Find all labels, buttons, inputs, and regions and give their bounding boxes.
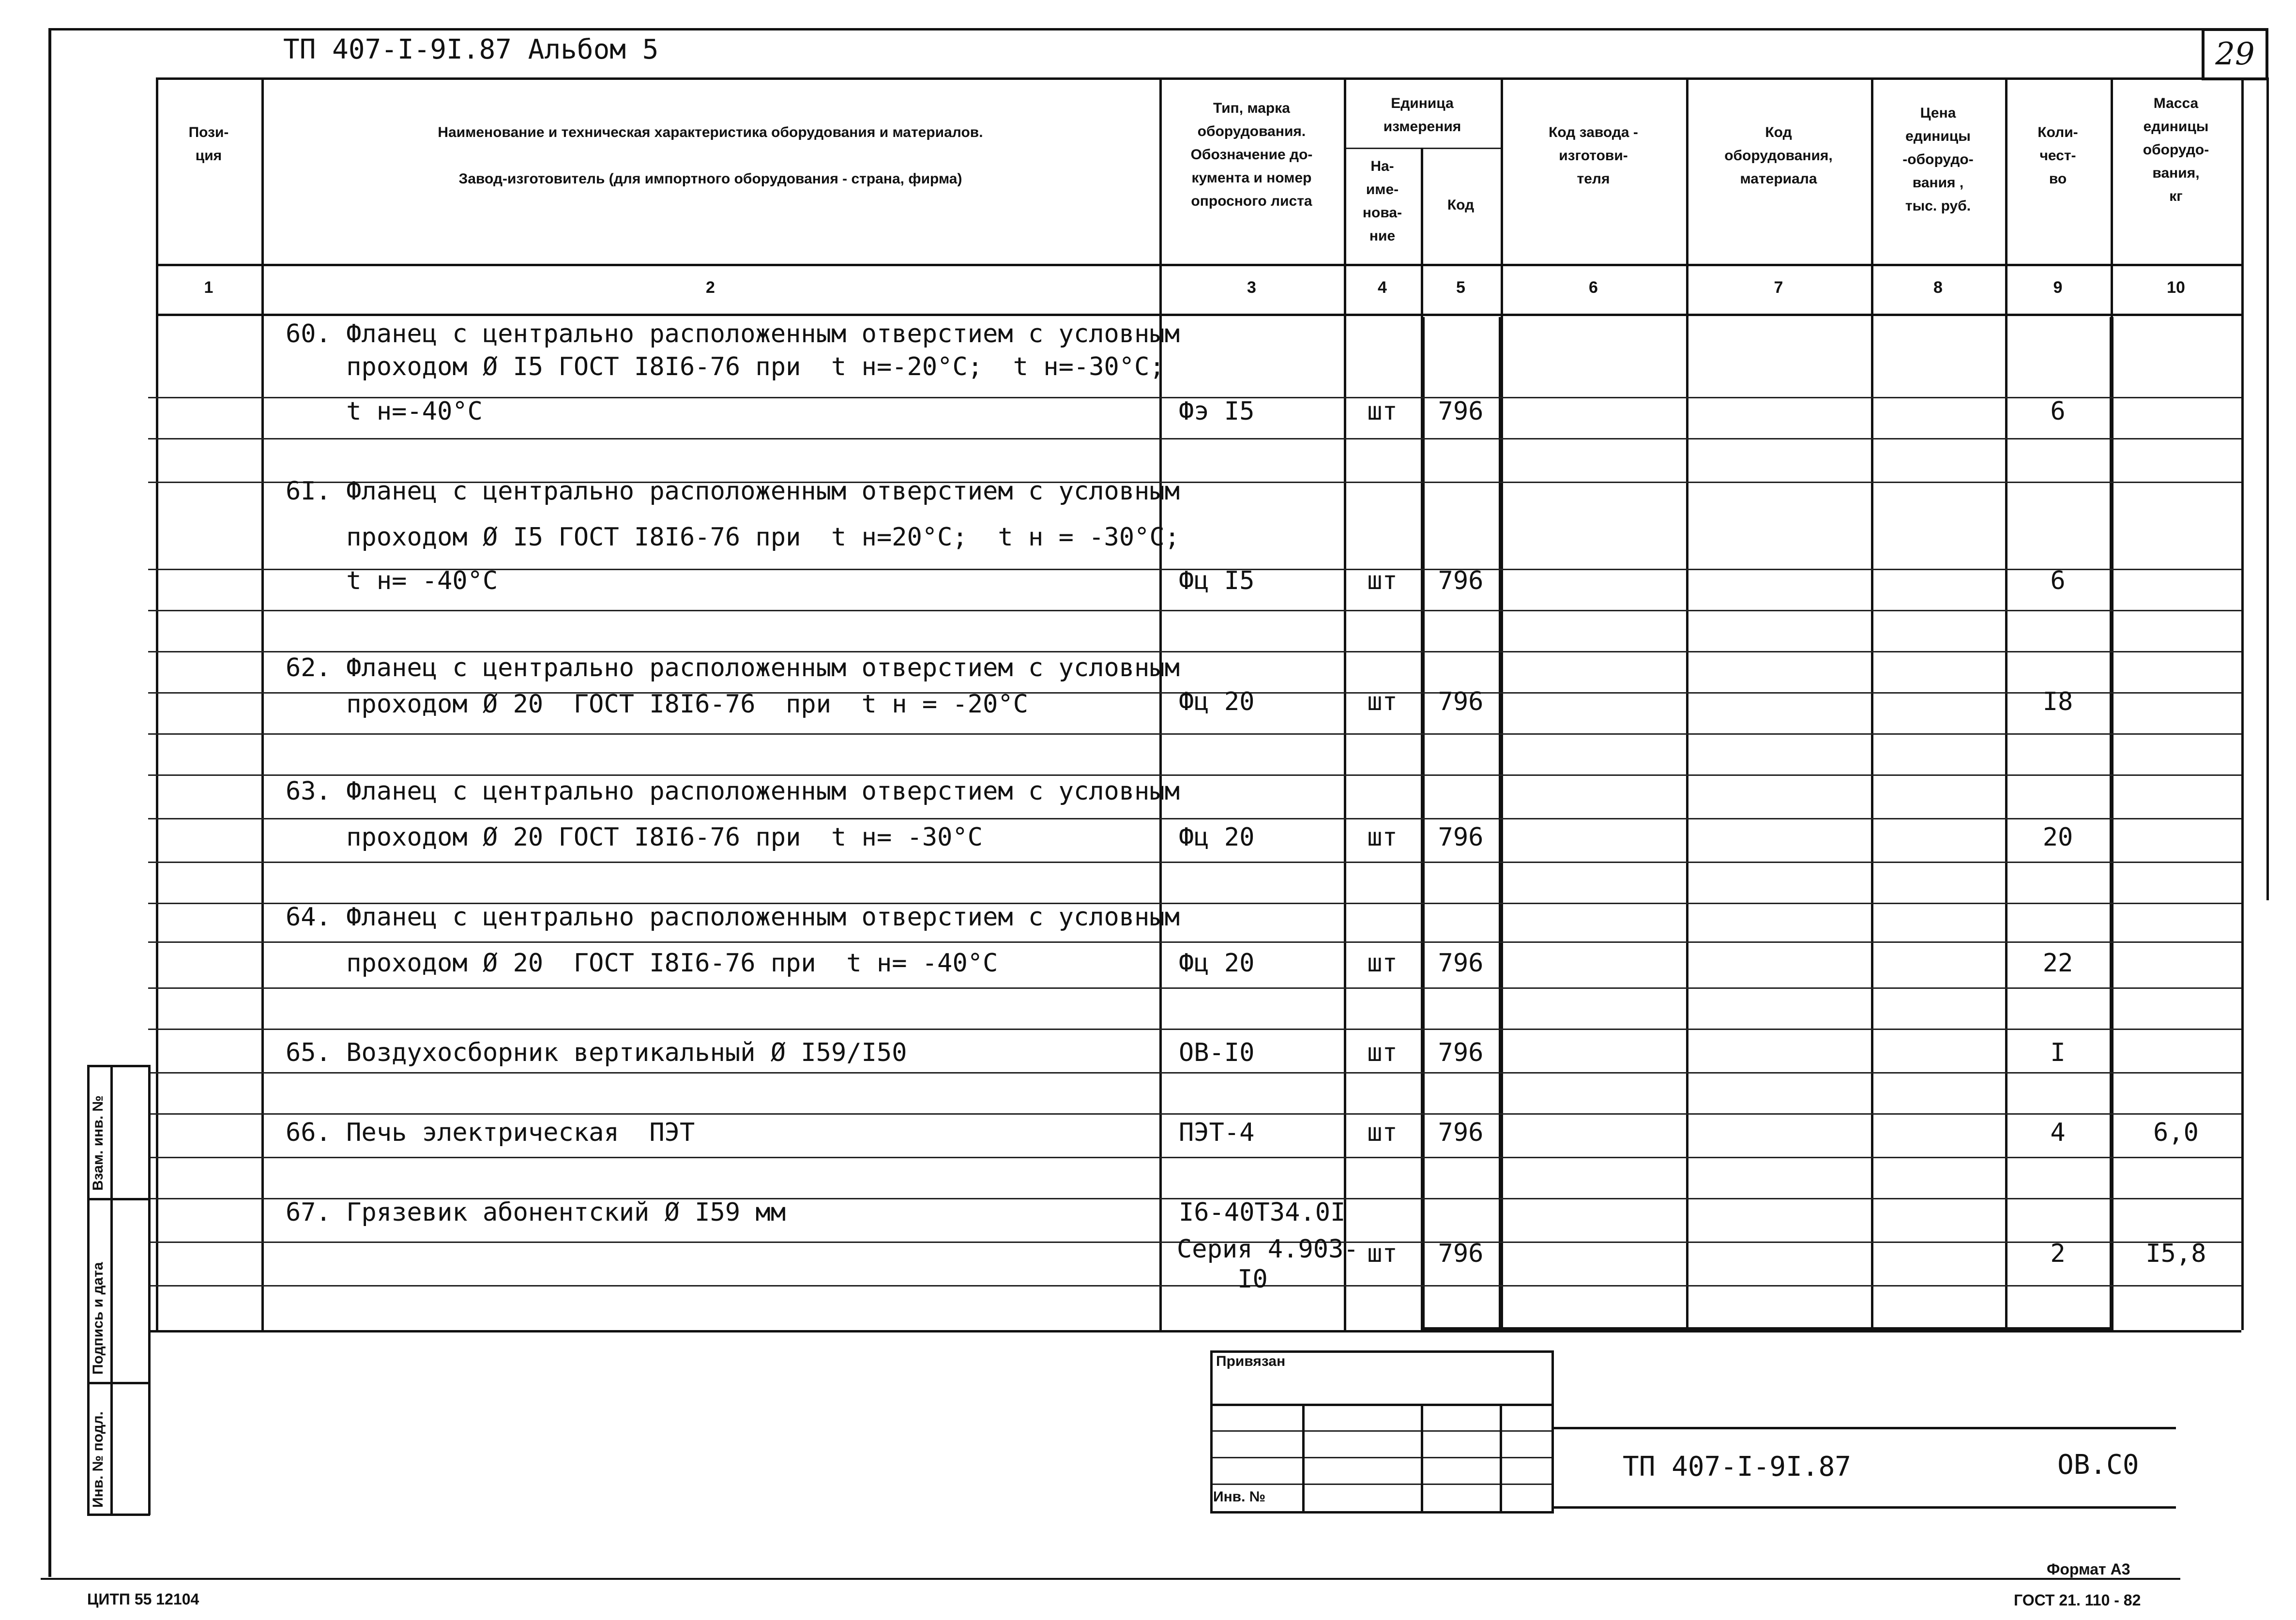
column-number-10: 10 [2167,278,2185,297]
item-text: проходом Ø 20 ГОСТ I8I6-76 при t н = -20°С [286,690,1029,719]
item-unit-code: 796 [1438,949,1484,978]
column-header-10: Масса единицы оборудо- вания, кг [2143,95,2209,204]
item-mass: 6,0 [2153,1118,2199,1147]
column-number-2: 2 [706,278,715,297]
footer-left: ЦИТП 55 12104 [87,1590,199,1608]
item-quantity: I8 [2042,687,2073,716]
column-number-9: 9 [2053,278,2063,297]
item-text: 64. Фланец с центрально расположенным отверстием с условным [286,903,1180,932]
item-text: t н= -40°С [286,566,498,595]
item-quantity: I [2050,1038,2066,1067]
item-unit-code: 796 [1438,397,1484,426]
footer-gost: ГОСТ 21. 110 - 82 [2014,1591,2141,1609]
column-number-6: 6 [1589,278,1598,297]
item-text: 63. Фланец с центрально расположенным отверстием с условным [286,777,1180,806]
item-quantity: 6 [2050,397,2066,426]
item-quantity: 20 [2042,823,2073,852]
document-title: ТП 407-I-9I.87 Альбом 5 [283,34,659,65]
item-unit-code: 796 [1438,1038,1484,1067]
item-type: Фц 20 [1179,687,1255,716]
item-unit-code: 796 [1438,1239,1484,1268]
item-unit-code: 796 [1438,687,1484,716]
side-label-podpis: Подпись и дата [90,1262,106,1375]
frame-top [48,28,2203,30]
item-type: ПЭТ-4 [1179,1118,1255,1147]
item-type: Фц I5 [1179,566,1255,595]
column-number-4: 4 [1378,278,1387,297]
item-text: проходом Ø 20 ГОСТ I8I6-76 при t н= -40°С [286,949,998,978]
item-unit-code: 796 [1438,566,1484,595]
item-quantity: 4 [2050,1118,2066,1147]
side-label-vzam: Взам. инв. № [90,1095,106,1191]
column-number-7: 7 [1774,278,1783,297]
column-header-2: Наименование и техническая характеристика оборудования и материалов. Завод-изготовитель (для импортного оборудования - страна, фирма) [438,124,983,187]
item-text: проходом Ø I5 ГОСТ I8I6-76 при t н=20°С; t н = -30°С; [286,523,1180,552]
item-text: 66. Печь электрическая ПЭТ [286,1118,695,1147]
column-header-1: Пози- ция [188,124,229,164]
column-header-5: Код [1447,197,1475,213]
footer-format: Формат А3 [2047,1560,2130,1578]
item-unit-code: 796 [1438,1118,1484,1147]
column-number-8: 8 [1933,278,1943,297]
item-text: 67. Грязевик абонентский Ø I59 мм [286,1198,786,1227]
item-type: ОВ-I0 [1179,1038,1255,1067]
frame-right [2266,77,2269,900]
footer-line [41,1578,2180,1580]
stamp-privyazan: Привязан [1216,1353,1286,1369]
item-type: Фц 20 [1179,949,1255,978]
item-text: t н=-40°С [286,397,483,426]
column-header-4: На- име- нова- ние [1362,158,1402,244]
item-mass: I5,8 [2145,1239,2206,1268]
stamp-sheet-code: ОВ.С0 [2057,1449,2139,1481]
item-quantity: 6 [2050,566,2066,595]
item-text: 6I. Фланец с центрально расположенным отверстием с условным [286,477,1180,506]
item-unit: шт [1367,566,1398,595]
item-quantity: 2 [2050,1239,2066,1268]
column-header-8: Цена единицы -оборудо- вания , тыс. руб. [1902,105,1974,214]
item-type-series: Серия 4.903- I0 [1177,1235,1359,1294]
item-quantity: 22 [2042,949,2073,978]
item-text: 65. Воздухосборник вертикальный Ø I59/I50 [286,1038,907,1067]
item-type: Фц 20 [1179,823,1255,852]
item-type: Фэ I5 [1179,397,1255,426]
page-number: 29 [2202,28,2268,80]
column-header-9: Коли- чест- во [2038,124,2078,187]
item-unit: шт [1367,1118,1398,1147]
item-unit: шт [1367,1239,1398,1268]
column-number-5: 5 [1456,278,1465,297]
item-unit: шт [1367,1038,1398,1067]
item-unit-code: 796 [1438,823,1484,852]
item-text: проходом Ø 20 ГОСТ I8I6-76 при t н= -30°С [286,823,983,852]
stamp-doc-code: ТП 407-I-9I.87 [1623,1451,1852,1483]
item-text: 62. Фланец с центрально расположенным отверстием с условным [286,653,1180,682]
column-header-3: Тип, марка оборудования. Обозначение до- кумента и номер опросного листа [1190,100,1313,209]
item-unit: шт [1367,949,1398,978]
side-label-inv: Инв. № подл. [90,1411,106,1508]
item-unit: шт [1367,823,1398,852]
column-number-3: 3 [1247,278,1256,297]
stamp-inv-no: Инв. № [1213,1489,1266,1505]
column-number-1: 1 [204,278,213,297]
item-text: проходом Ø I5 ГОСТ I8I6-76 при t н=-20°С; t н=-30°С; [286,352,1165,381]
item-text: 60. Фланец с центрально расположенным отверстием с условным [286,319,1180,348]
unit-group-header: Единица измерения [1383,95,1461,135]
column-header-6: Код завода - изготови- теля [1549,124,1638,187]
column-header-7: Код оборудования, материала [1724,124,1833,187]
item-unit: шт [1367,687,1398,716]
item-unit: шт [1367,397,1398,426]
item-type: I6-40Т34.0I [1179,1198,1346,1227]
